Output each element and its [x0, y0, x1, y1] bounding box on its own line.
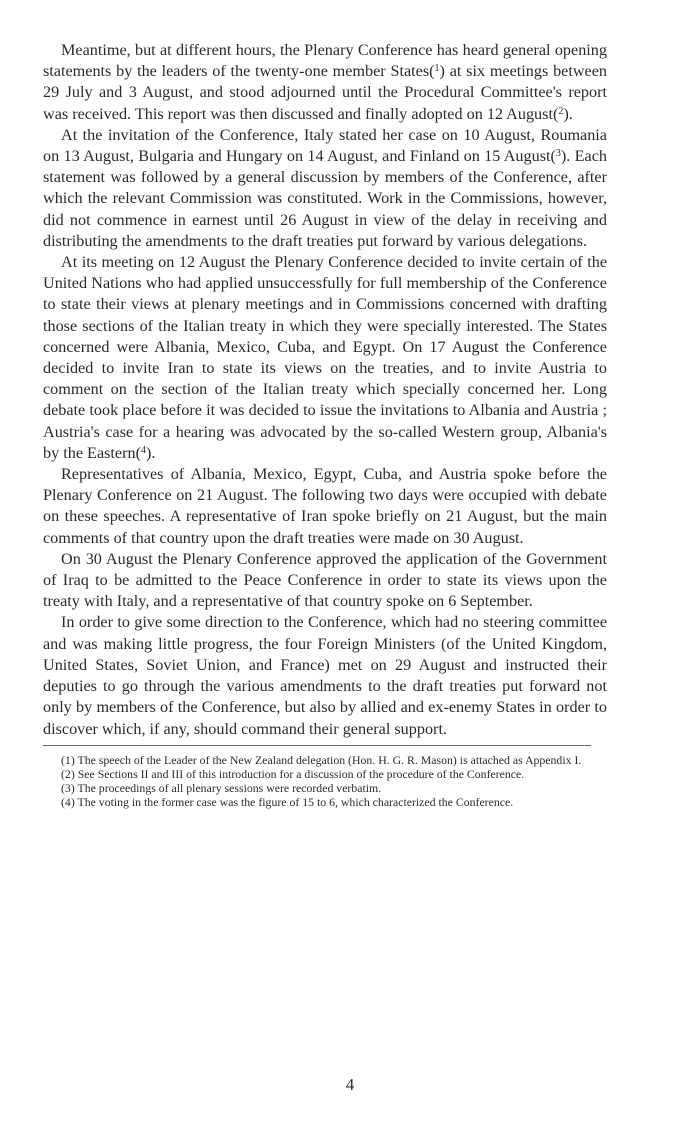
footnote-text: The speech of the Leader of the New Zealand delegation (Hon. H. G. R. Mason) is attached as Appendix I.	[77, 752, 582, 767]
footnote-divider	[43, 745, 591, 746]
footnote-mark: (3)	[61, 780, 75, 795]
footnote-2	[43, 767, 607, 781]
paragraph-text: At its meeting on 12 August the Plenary Conference decided to invite certain of the United Nations who had applied unsuccessfully for full membership of the Conference to state their views at plenary meetings and in Commissions concerned with drafting those sections of the Italian treaty in which they were specially interested. The States concerned were Albania, Mexico, Cuba, and Egypt. On 17 August the Conference decided to invite Iran to state its views on the treaties, and to invite Austria to comment on the section of the Italian treaty which specially concerned her. Long debate took place before it was decided to issue the invitations to Albania and Austria ; Austria's case for a hearing was advocated by the so-called Western group, Albania's by the Eastern(	[43, 253, 607, 462]
footnote-mark: (2)	[61, 766, 75, 781]
document-page	[43, 40, 607, 809]
footnote-ref-2: 2	[558, 105, 564, 117]
paragraph-1	[43, 40, 607, 125]
footnote-mark: (4)	[61, 794, 75, 809]
paragraph-text: On 30 August the Plenary Conference approved the application of the Government of Iraq to be admitted to the Peace Conference in order to state its views upon the treaty with Italy, and a representative of that country spoke on 6 September.	[43, 549, 607, 611]
footnote-mark: (1)	[61, 752, 75, 767]
footnote-4	[43, 795, 607, 809]
paragraph-text: ) at six meetings between 29 July and 3 August, and stood adjourned until the Procedural Committee's report was received. This report was then discussed and finally adopted on 12 August(	[43, 62, 607, 123]
paragraph-text: ).	[146, 443, 156, 462]
paragraph-5	[43, 549, 607, 613]
footnote-ref-1: 1	[434, 63, 440, 75]
paragraph-text: ). Each statement was followed by a general discussion by members of the Conference, after which the relevant Commission was constituted. Work in the Commissions, however, did not commence in earnest until 26 August in view of the delay in receiving and distributing the amendments to the draft treaties put forward by various delegations.	[43, 147, 607, 250]
footnote-3	[43, 781, 607, 795]
page-number: 4	[345, 1075, 355, 1094]
footnote-1	[43, 753, 607, 767]
paragraph-3	[43, 252, 607, 464]
paragraph-text: In order to give some direction to the Conference, which had no steering committee and was making little progress, the four Foreign Ministers (of the United Kingdom, United States, Soviet Union, and France) met on 29 August and instructed their deputies to go through the various amendments to the draft treaties put forward not only by members of the Conference, but also by allied and ex-enemy States in order to discover which, if any, should command their general support.	[43, 613, 607, 738]
footnote-ref-4: 4	[141, 444, 146, 456]
footnote-text: See Sections II and III of this introduction for a discussion of the procedure of the Conference.	[77, 766, 525, 781]
footnote-text: The proceedings of all plenary sessions were recorded verbatim.	[77, 780, 382, 795]
paragraph-2	[43, 125, 607, 252]
paragraph-text: ).	[563, 104, 573, 123]
footnote-text: The voting in the former case was the figure of 15 to 6, which characterized the Conference.	[77, 794, 514, 809]
paragraph-text: Meantime, but at different hours, the Plenary Conference has heard general opening statements by the leaders of the twenty-one member States(	[43, 41, 607, 81]
paragraph-text: At the invitation of the Conference, Italy stated her case on 10 August, Roumania on 13 August, Bulgaria and Hungary on 14 August, and Finland on 15 August(	[43, 125, 607, 166]
footnote-ref-3: 3	[555, 148, 561, 160]
paragraph-6	[43, 612, 607, 739]
paragraph-text: Representatives of Albania, Mexico, Egypt, Cuba, and Austria spoke before the Plenary Conference on 21 August. The following two days were occupied with debate on these speeches. A representative of Iran spoke briefly on 21 August, but the main comments of that country upon the draft treaties were made on 30 August.	[43, 465, 607, 547]
paragraph-4	[43, 464, 607, 549]
